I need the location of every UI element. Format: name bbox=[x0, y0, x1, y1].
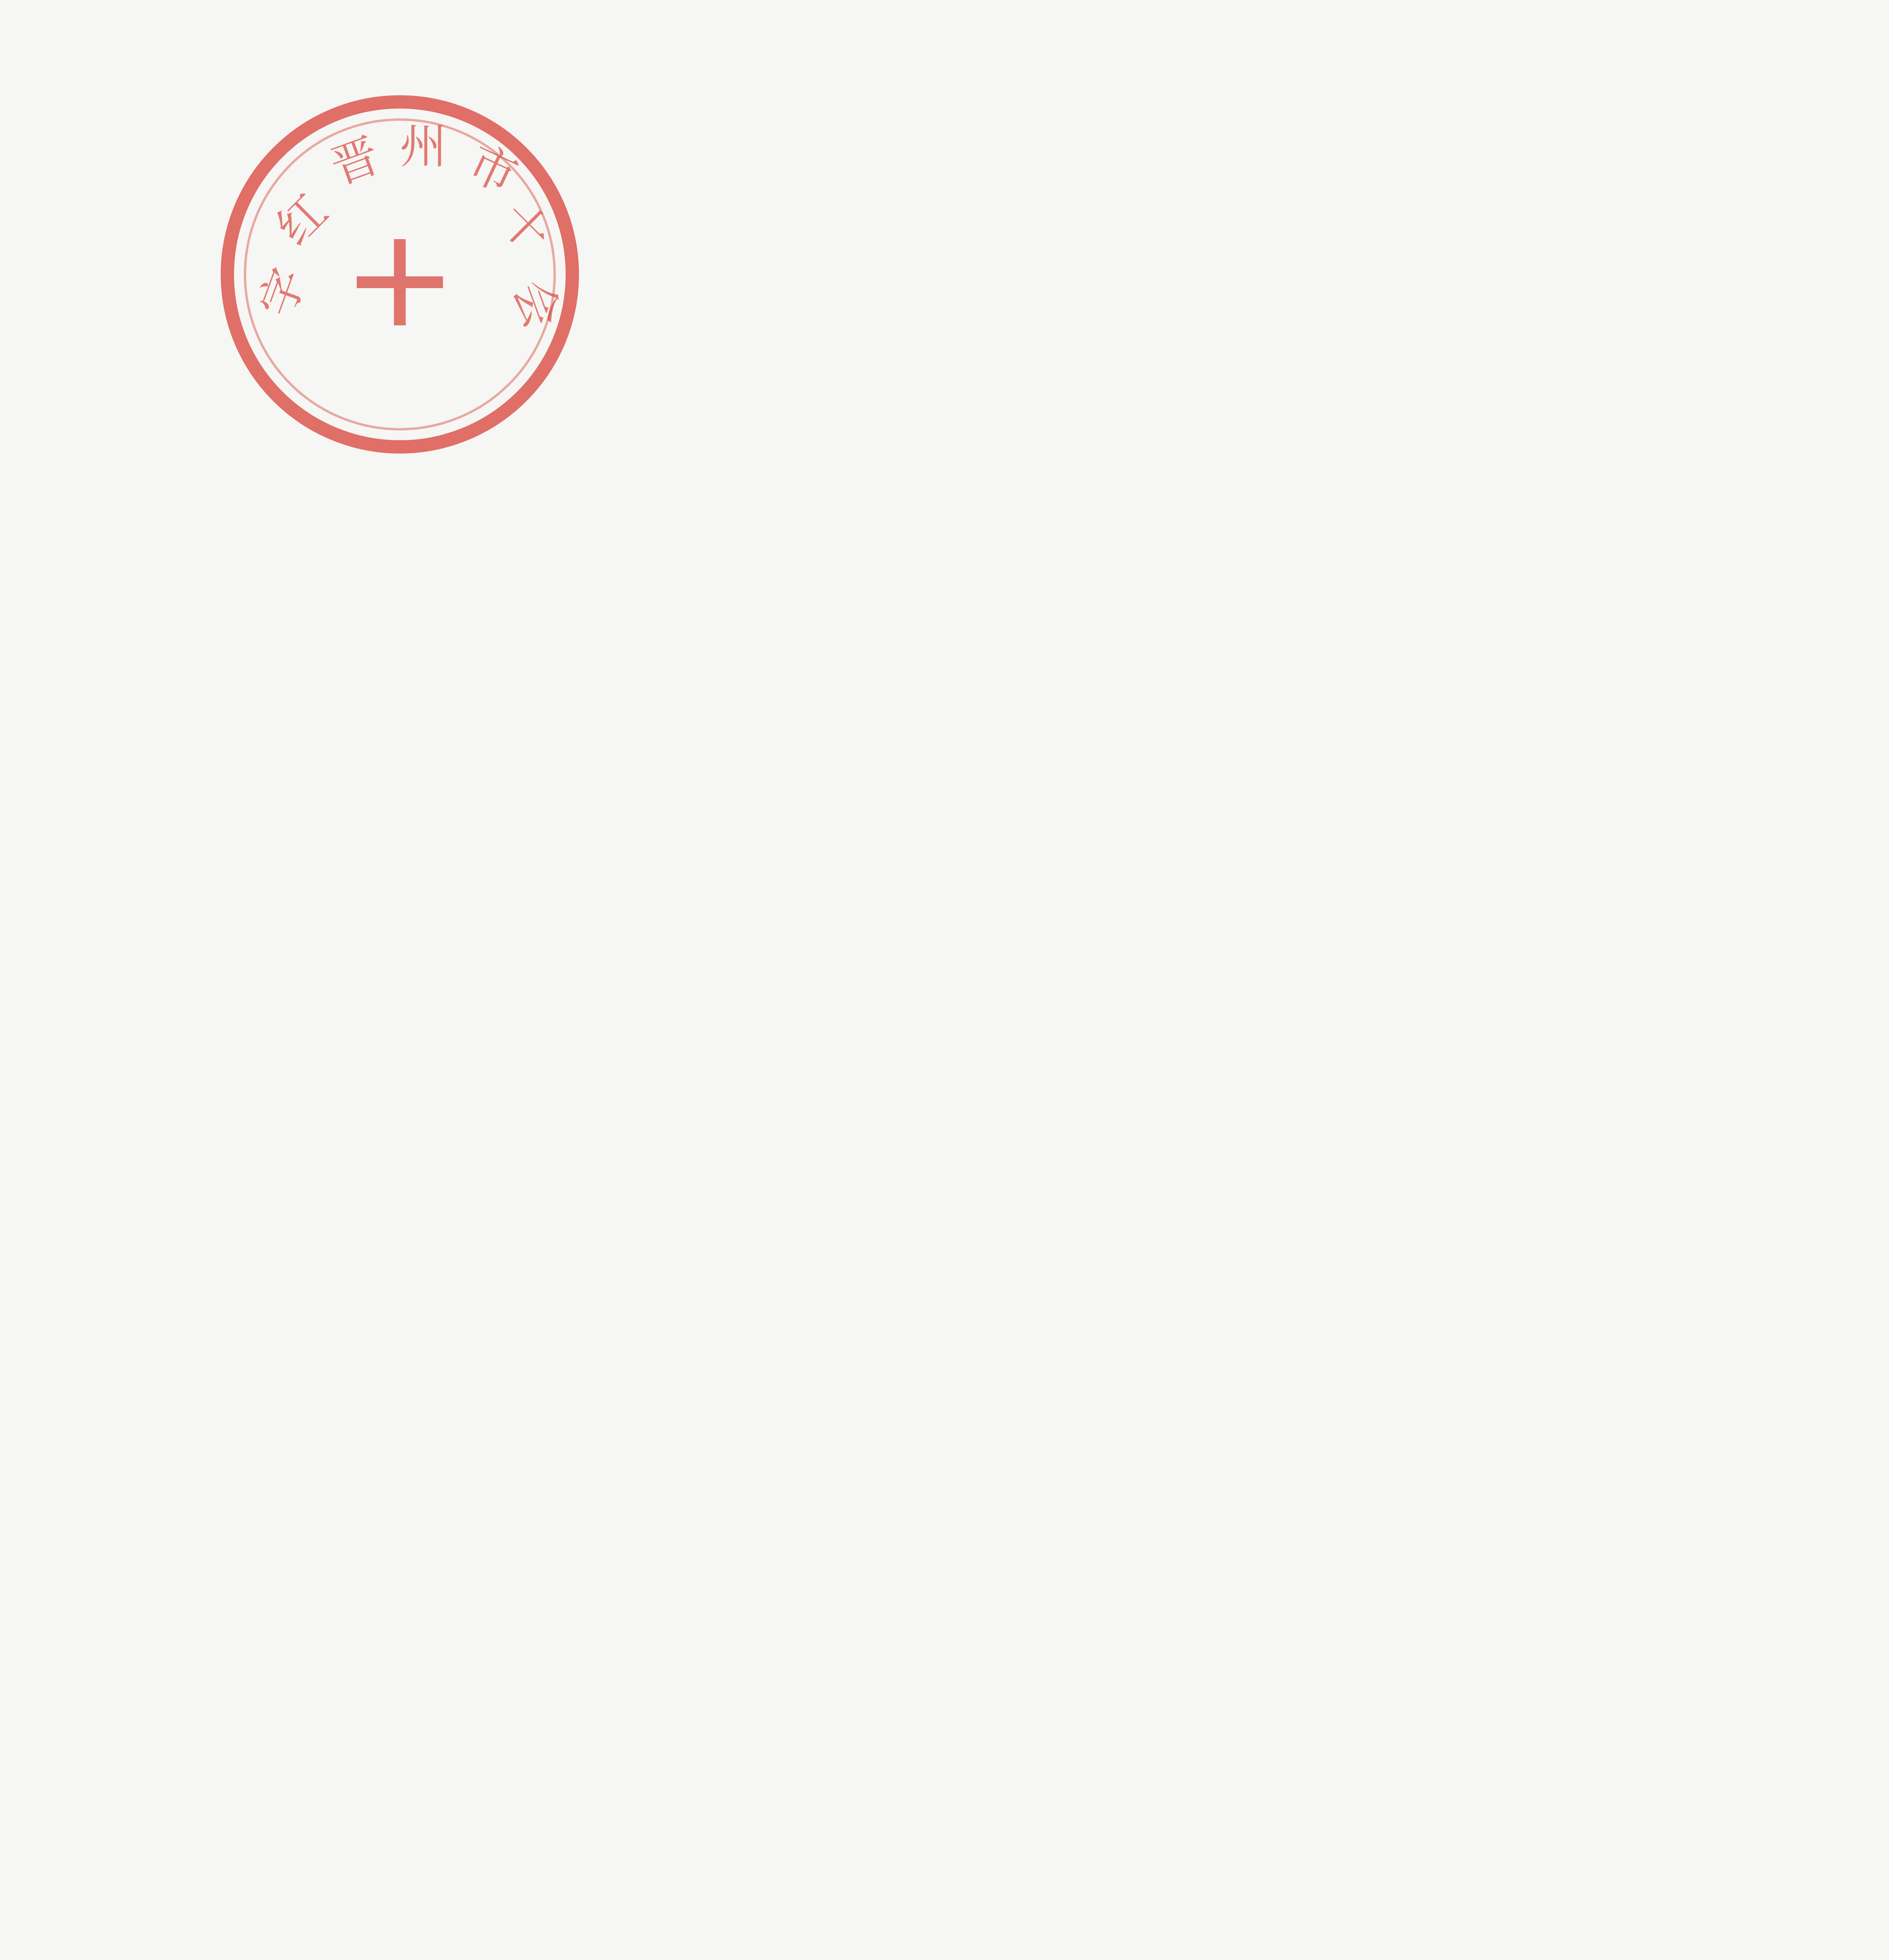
svg-text:会: 会 bbox=[503, 272, 570, 336]
svg-text:红: 红 bbox=[266, 184, 338, 256]
svg-text:市: 市 bbox=[460, 135, 526, 205]
svg-text:字: 字 bbox=[249, 261, 317, 324]
svg-text:十: 十 bbox=[489, 192, 561, 264]
svg-text:州: 州 bbox=[400, 120, 447, 174]
svg-text:晋: 晋 bbox=[323, 128, 387, 195]
